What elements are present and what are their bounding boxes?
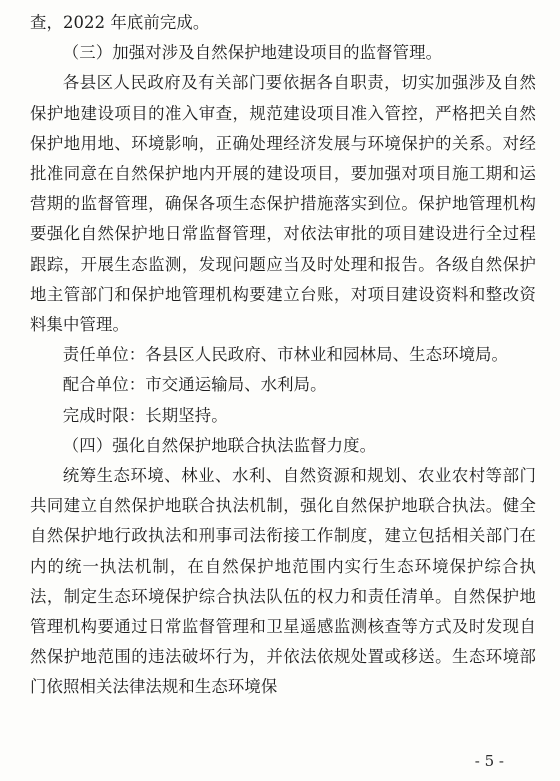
cooperating-units: 配合单位：市交通运输局、水利局。: [62, 375, 327, 395]
document-body: [30, 8, 536, 703]
section-heading-3: （三）加强对涉及自然保护地建设项目的监督管理。: [62, 43, 443, 63]
section-heading-4: （四）强化自然保护地联合执法监督力度。: [62, 435, 377, 455]
responsible-units: 责任单位：各县区人民政府、市林业和园林局、生态环境局。: [62, 345, 509, 365]
deadline: 完成时限：长期坚持。: [62, 405, 228, 425]
paragraph-construction-supervision: 各县区人民政府及有关部门要依据各自职责，切实加强涉及自然保护地建设项目的准入审查，规范建设项目准入管控，严格把关自然保护地用地、环境影响，正确处理经济发展与环境保护的关系。对经批准同意在自然保护地内开展的建设项目，要加强对项目施工期和运营期的监督管理，确保各项生态保护措施落实到位。保护地管理机构要强化自然保护地日常监督管理，对依法审批的项目建设进行全过程跟踪，开展生态监测，发现问题应当及时处理和报告。各级自然保护地主管部门和保护地管理机构要建立台账，对项目建设资料和整改资料集中管理。: [30, 73, 536, 335]
paragraph-continuation: 查，2022 年底前完成。: [30, 13, 210, 32]
page-number: - 5 -: [474, 752, 504, 770]
paragraph-joint-enforcement: 统筹生态环境、林业、水利、自然资源和规划、农业农村等部门共同建立自然保护地联合执法机制，强化自然保护地联合执法。健全自然保护地行政执法和刑事司法衔接工作制度，建立包括相关部门在内的统一执法机制，在自然保护地范围内实行生态环境保护综合执法，制定生态环境保护综合执法队伍的权力和责任清单。自然保护地管理机构要通过日常监督管理和卫星遥感监测核查等方式及时发现自然保护地范围的违法破坏行为，并依法依规处置或移送。生态环境部门依照相关法律法规和生态环境保: [30, 466, 536, 697]
